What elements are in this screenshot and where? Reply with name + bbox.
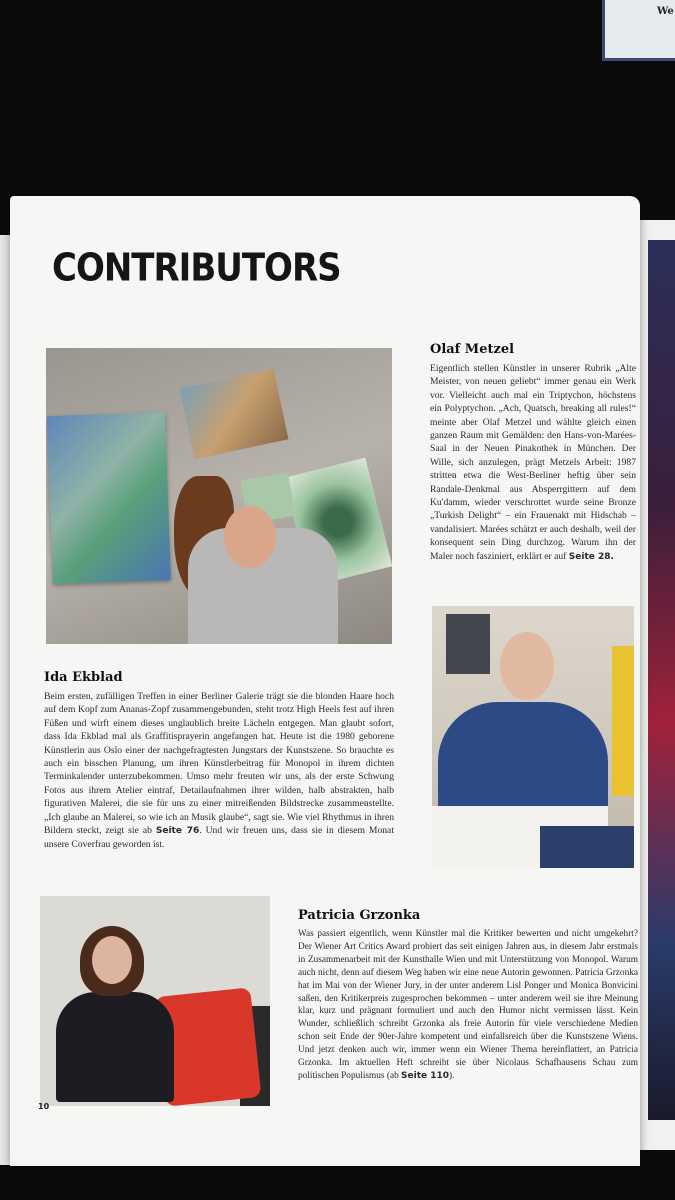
magazine-page [10,196,640,1166]
contributor-name-ida: Ida Ekblad [44,670,123,685]
contributor-bio-patricia: Was passiert eigentlich, wenn Künstler mal die Kritiker bewerten und nicht umgekehrt? Der Wiener Art Critics Award probiert das seit einigen Jahren aus, in diesem Jahr erstmals in Zusammenarbeit mit der Kunsthalle Wien und mit Unterstützung von Monopol. Warum auch nicht, denn auf diesem Weg haben wir eine neue Autorin gewonnen. Patricia Grzonka hat im Mai von der Wiener Jury, in der unter anderem Lisl Ponger und Monica Bonvicini saßen, den Kritikerpreis zugesprochen bekommen – unter anderem weil sie ihre Meinung klar, kurz und prägnant formuliert und auch den Humor nicht vermissen lässt. Kein Wunder, schließlich schreibt Grzonka als freie Autorin für viele verschiedene Medien schon seit Ende der 90er-Jahre kompetent und einfallsreich über die Kunstszene Wiens. Und jetzt denken auch wir, immer wenn ein Wiener Thema hereinflattert, an Patricia Grzonka. Im aktuellen Heft schreibt sie über Nicolaus Schafhausens Schau zum politischen Populismus (ab Seite 110). [298,929,638,1081]
contributor-bio-olaf: Eigentlich stellen Künstler in unserer Rubrik „Alte Meister, von neuen geliebt“ immer genau ein Werk vor. Vielleicht auch mal ein Triptychon, höchstens ein Polyptychon. „Ach, Quatsch, breaking all rules!“ meinte aber Olaf Metzel und wählte gleich einen ganzen Raum mit Gemälden: den Hans-von-Marées-Saal in der Neuen Pinakothek in München. Der Wille, sich anzulegen, prägt Metzels Arbeit: 1987 stritten etwa die West-Berliner heftig über sein Randale-Denkmal aus Absperrgittern auf dem Ku'damm, wieder verschrottet wurde seine Bronze „Turkish Delight“ – ein Frauenakt mit Hidschab – vandalisiert. Marées schätzt er auch deshalb, weil der konsequent sein Ding durchzog. Warum ihn der Maler noch fasziniert, erklärt er auf Seite 28. [430,363,636,562]
corner-card-text: We [657,6,674,17]
adjacent-page-artwork [648,240,675,1120]
olaf-metzel-photo [432,606,634,868]
contributor-bio-ida: Beim ersten, zufälligen Treffen in einer Berliner Galerie trägt sie die blonden Haare hoch auf dem Kopf zum Ananas-Zopf zusammengebunden, steht trotz High Heels fest auf ihren Füßen und wirft einem dieses unglaublich breite Lächeln entgegen. Man glaubt sofort, dass Ida Ekblad mal als Graffitisprayerin angefangen hat. Heute ist die 1980 geborene Künstlerin aus Oslo einer der nachgefragtesten Jungstars der Kunstszene. So brauchte es auch ein bisschen Planung, um ihren Künstlerbeitrag für Monopol in ihrem dichten Terminkalender unterzubekommen. Umso mehr freuten wir uns, als der erste Schwung Fotos aus ihrem Atelier eintraf, Detailaufnahmen ihrer wilden, halb abstrakten, halb figurativen Malerei, die sie für uns zu einer mitreißenden Bildstrecke zusammenstellte. „Ich glaube an Malerei, so wie ich an Musik glaube“, sagt sie. Wie viel Rhythmus in ihren Bildern steckt, zeigt sie ab Seite 76. Und wir freuen uns, dass sie in diesem Monat unsere Coverfrau geworden ist. [44,691,394,851]
contributor-name-olaf: Olaf Metzel [430,342,515,357]
contributor-name-patricia: Patricia Grzonka [298,908,421,923]
corner-card [602,0,675,61]
page-number: 10 [38,1102,50,1111]
section-title: CONTRIBUTORS [52,246,341,291]
ida-ekblad-photo [46,348,392,644]
patricia-grzonka-photo [40,896,270,1106]
